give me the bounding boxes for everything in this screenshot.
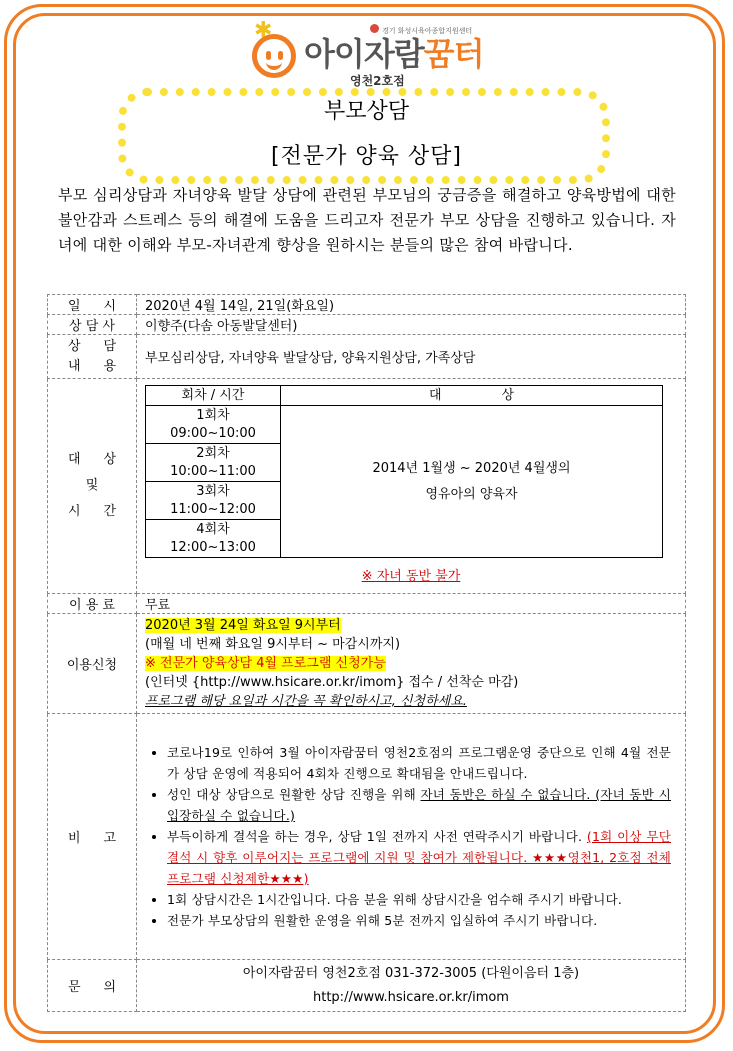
apply-method: (인터넷 {http://www.hsicare.or.kr/imom} 접수 / 선착순 마감) (145, 675, 519, 690)
program-info-table (47, 294, 686, 1012)
remarks-list (153, 742, 671, 931)
remarks-label: 비 고 (48, 714, 137, 960)
page-subtitle: [전문가 양육 상담] (271, 144, 462, 169)
remarks-row (48, 714, 686, 960)
counselor-label: 상 담 사 (48, 315, 137, 335)
apply-availability: ※ 전문가 양육상담 4월 프로그램 신청가능 (145, 656, 386, 671)
schedule-table (145, 385, 663, 558)
logo (250, 20, 490, 90)
session-row: 2회차 10:00~11:00 (146, 444, 663, 482)
content-row (48, 335, 686, 379)
date-value: 2020년 4월 14일, 21일(화요일) (137, 295, 686, 315)
list-item: • 부득이하게 결석을 하는 경우, 상담 1일 전까지 사전 연락주시기 바랍니다. (1회 이상 무단결석 시 향후 이루어지는 프로그램에 지원 및 참여가 제한됩니다. ★★★영천1, 2호점 전체프로그램 신청제한★★★) (167, 826, 671, 889)
inquiry-contact: 아이자람꿈터 영천2호점 031-372-3005 (다원이음터 1층) (242, 965, 580, 981)
apply-label: 이용신청 (48, 614, 137, 714)
schedule-col-target: 대 상 (281, 386, 663, 406)
logo-tagline: 경기 화성시육아종합지원센터 (382, 27, 473, 35)
list-item: • 전문가 부모상담의 원활한 운영을 위해 5분 전까지 입실하여 주시기 바랍니다. (167, 910, 671, 931)
content-label: 상 담 내 용 (48, 335, 137, 379)
target-label: 대 상 및 시 간 (48, 379, 137, 594)
schedule-col-session: 회차 / 시간 (146, 386, 281, 406)
content-value: 부모심리상담, 자녀양육 발달상담, 양육지원상담, 가족상담 (137, 335, 686, 379)
inquiry-row (48, 960, 686, 1012)
session-row: 1회차 09:00~10:00 2014년 1월생 ~ 2020년 4월생의 영유아의 양육자 (146, 406, 663, 444)
smile-face-icon (252, 34, 296, 78)
page-title: 부모상담 (323, 99, 409, 124)
apply-start: 2020년 3월 24일 화요일 9시부터 (145, 618, 341, 633)
session-row: 4회차 12:00~13:00 (146, 520, 663, 558)
date-row (48, 295, 686, 315)
inquiry-label: 문 의 (48, 960, 137, 1012)
center-mark-icon (370, 24, 379, 33)
target-description: 2014년 1월생 ~ 2020년 4월생의 영유아의 양육자 (281, 406, 663, 558)
logo-branch: 영천2호점 (350, 74, 405, 88)
intro-paragraph: 부모 심리상담과 자녀양육 발달 상담에 관련된 부모님의 궁금증을 해결하고 양육방법에 대한 불안감과 스트레스 등의 해결에 도움을 드리고자 전문가 부모 상담을 진행하고 있습니다. 자녀에 대한 이해와 부모-자녀관계 향상을 원하시는 분들의 많은 참여 바랍니다. (58, 186, 676, 254)
inquiry-url[interactable]: http://www.hsicare.or.kr/imom (313, 989, 509, 1005)
no-children-notice: ※ 자녀 동반 불가 (361, 569, 461, 584)
counselor-row (48, 315, 686, 335)
target-row (48, 379, 686, 594)
fee-value: 무료 (137, 594, 686, 614)
fee-row (48, 594, 686, 614)
date-label: 일 시 (48, 295, 137, 315)
logo-name: 아이자람꿈터 (304, 35, 484, 73)
fee-label: 이 용 료 (48, 594, 137, 614)
apply-period: (매월 네 번째 화요일 9시부터 ~ 마감시까지) (145, 637, 401, 652)
list-item: • 코로나19로 인하여 3월 아이자람꿈터 영천2호점의 프로그램운영 중단으로 인해 4월 전문가 상담 운영에 적용되어 4회차 진행으로 확대됨을 안내드립니다. (167, 742, 671, 784)
apply-row (48, 614, 686, 714)
list-item: • 1회 상담시간은 1시간입니다. 다음 분을 위해 상담시간을 엄수해 주시기 바랍니다. (167, 889, 671, 910)
list-item: • 성인 대상 상담으로 원활한 상담 진행을 위해 자녀 동반은 하실 수 없습니다. (자녀 동반 시 입장하실 수 없습니다.) (167, 784, 671, 826)
star-icon: ✱ (254, 18, 273, 43)
counselor-value: 이향주(다솜 아동발달센터) (137, 315, 686, 335)
session-row: 3회차 11:00~12:00 (146, 482, 663, 520)
apply-reminder: 프로그램 해당 요일과 시간을 꼭 확인하시고, 신청하세요. (145, 694, 467, 709)
